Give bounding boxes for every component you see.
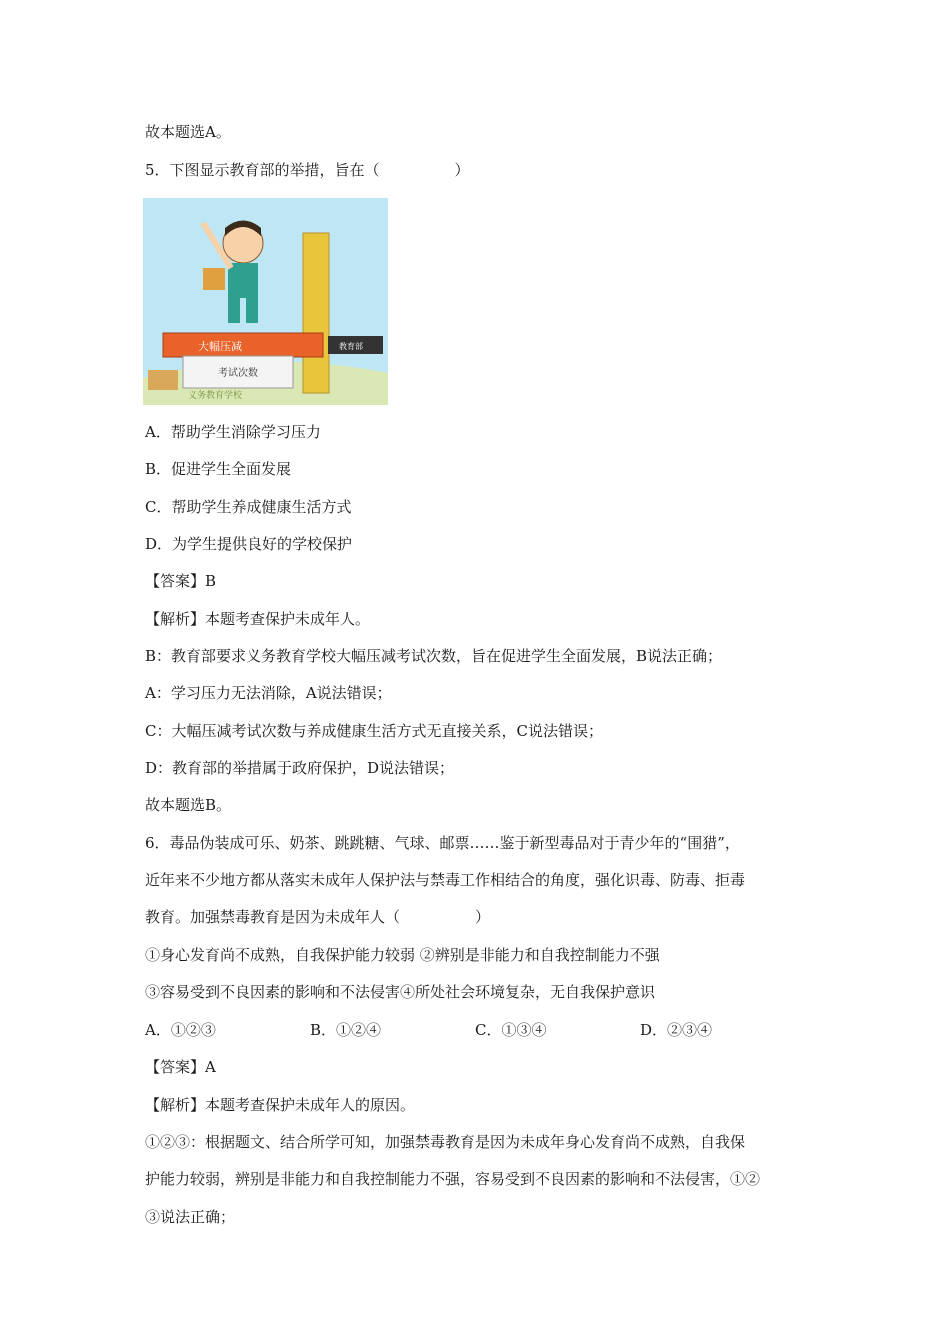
question-6-option-d: D．②③④ <box>640 1021 713 1039</box>
question-6-statement-3-4: ③容易受到不良因素的影响和不法侵害④所处社会环境复杂，无自我保护意识 <box>145 983 656 1001</box>
student-leg-right <box>246 298 258 323</box>
question-5-analysis-a: A：学习压力无法消除，A说法错误； <box>145 684 392 702</box>
question-6-option-c: C．①③④ <box>475 1021 547 1039</box>
question-6-stem-line2: 近年来不少地方都从落实未成年人保护法与禁毒工作相结合的角度，强化识毒、防毒、拒毒 <box>145 871 746 889</box>
paper-label: 考试次数 <box>218 368 258 379</box>
question-6-analysis-line2: 护能力较弱，辨别是非能力和自我控制能力不强，容易受到不良因素的影响和不法侵害，①② <box>145 1170 761 1188</box>
question-6-option-b: B．①②④ <box>310 1021 382 1039</box>
student-shirt <box>228 263 258 298</box>
question-5-illustration <box>143 198 388 405</box>
question-5-analysis-c: C：大幅压减考试次数与养成健康生活方式无直接关系，C说法错误； <box>145 722 603 740</box>
question-6-stem-line3: 教育。加强禁毒教育是因为未成年人（ ） <box>145 908 491 926</box>
question-6-stem-line1: 6．毒品伪装成可乐、奶茶、跳跳糖、气球、邮票……鉴于新型毒品对于青少年的“围猎”， <box>145 834 740 852</box>
school-bag <box>203 268 225 290</box>
question-5-option-b: B．促进学生全面发展 <box>145 460 292 478</box>
question-5-analysis-title: 【解析】本题考查保护未成年人。 <box>145 610 371 628</box>
answer-conclusion-q4: 故本题选A。 <box>145 123 231 141</box>
education-cartoon-image <box>143 198 388 405</box>
question-5-analysis-b: B：教育部要求义务教育学校大幅压减考试次数，旨在促进学生全面发展，B说法正确； <box>145 647 723 665</box>
question-5-conclusion: 故本题选B。 <box>145 796 232 814</box>
school-building <box>148 370 178 390</box>
question-6-analysis-line1: ①②③：根据题文、结合所学可知，加强禁毒教育是因为未成年身心发育尚不成熟，自我保 <box>145 1133 746 1151</box>
ground-label: 义务教育学校 <box>188 391 243 401</box>
question-6-statement-1-2: ①身心发育尚不成熟，自我保护能力较弱 ②辨别是非能力和自我控制能力不强 <box>145 946 660 964</box>
board-label: 大幅压减 <box>198 340 242 353</box>
hand-label: 教育部 <box>339 342 363 351</box>
question-5-analysis-d: D：教育部的举措属于政府保护，D说法错误； <box>145 759 455 777</box>
question-5-option-d: D．为学生提供良好的学校保护 <box>145 535 353 553</box>
student-leg-left <box>228 298 240 323</box>
question-6-option-a: A．①②③ <box>145 1021 216 1039</box>
yellow-post <box>303 233 329 393</box>
orange-board <box>163 333 323 357</box>
question-5-option-a: A．帮助学生消除学习压力 <box>145 423 321 441</box>
question-6-analysis-line3: ③说法正确； <box>145 1208 236 1226</box>
question-6-analysis-title: 【解析】本题考查保护未成年人的原因。 <box>145 1096 416 1114</box>
question-5-answer: 【答案】B <box>145 572 217 590</box>
question-5-option-c: C．帮助学生养成健康生活方式 <box>145 498 352 516</box>
question-5-stem: 5．下图显示教育部的举措，旨在（ ） <box>145 161 470 179</box>
question-6-answer: 【答案】A <box>145 1058 216 1076</box>
